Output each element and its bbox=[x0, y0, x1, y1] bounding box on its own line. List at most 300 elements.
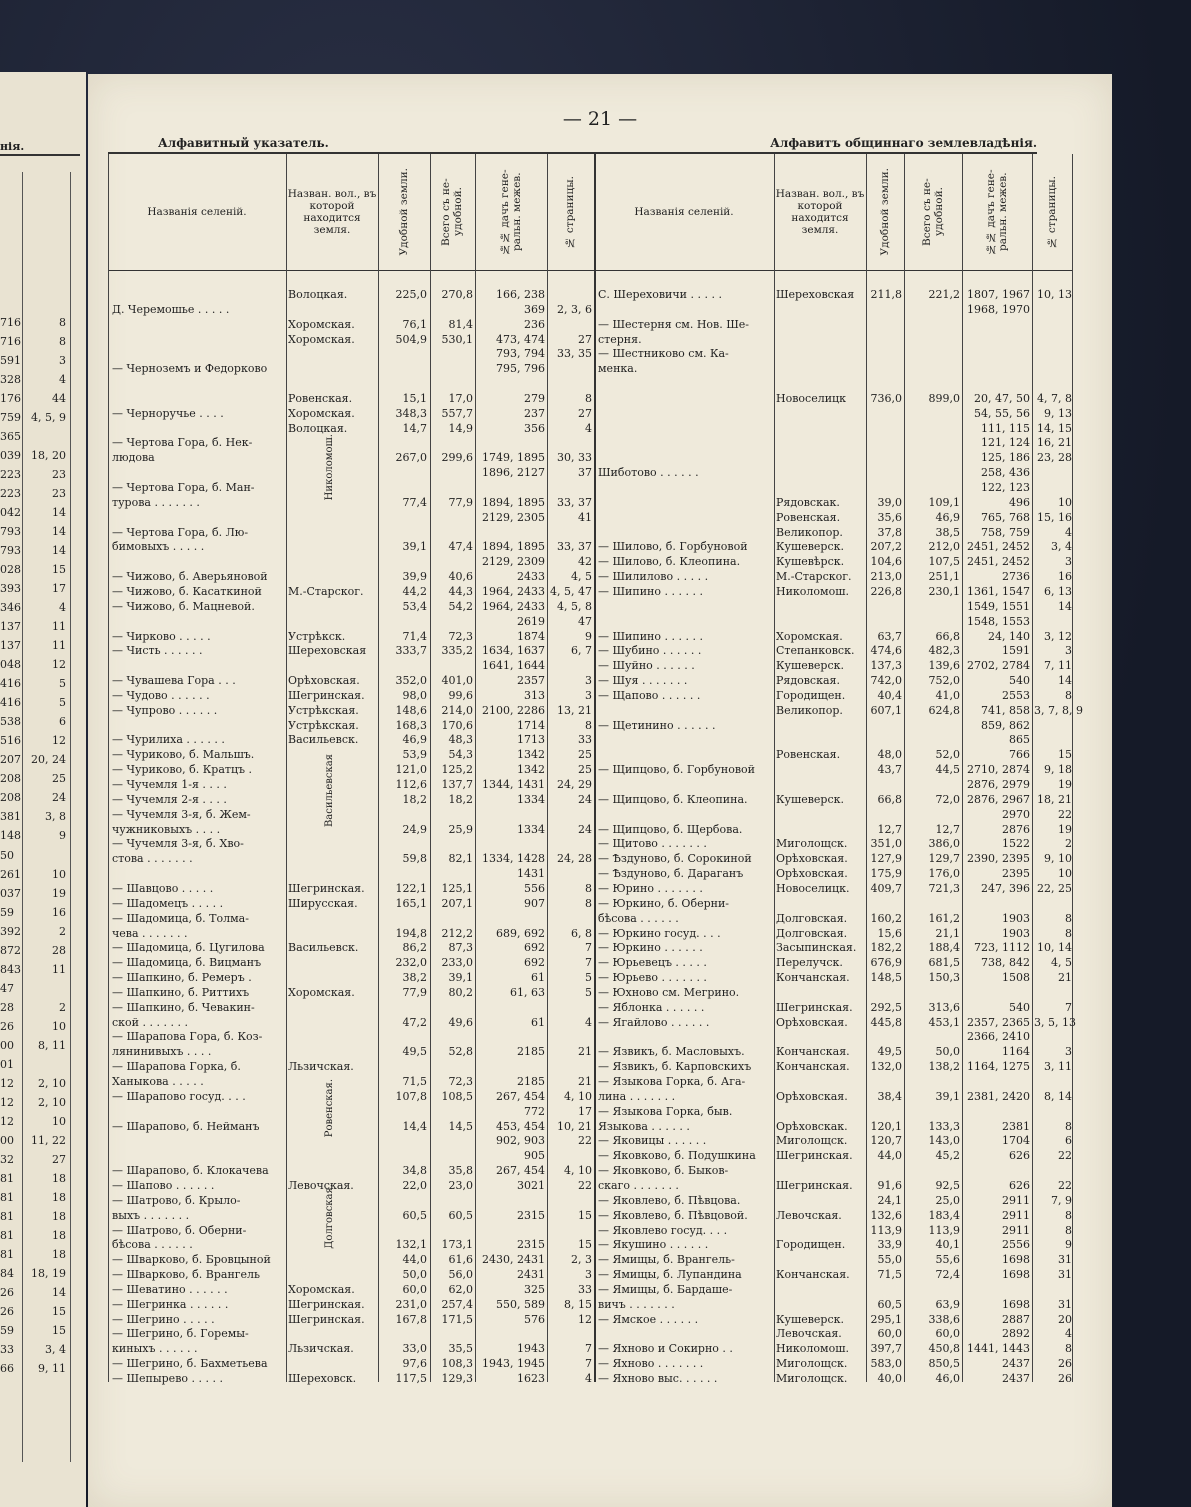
cell-dachas: 2736 bbox=[1002, 570, 1030, 584]
cell-name: — Яковлево госуд. . . . bbox=[598, 1223, 728, 1237]
cell-total: 233,0 bbox=[441, 956, 473, 970]
cell-pages: 10, 13 bbox=[1037, 288, 1072, 301]
cell-pages: 4 bbox=[1065, 525, 1072, 539]
cell-pages: 22 bbox=[578, 1134, 592, 1148]
cell-good: 607,1 bbox=[870, 703, 902, 717]
cell-total: 61,6 bbox=[448, 1253, 473, 1267]
cell-pages: 3, 5, 13 bbox=[1034, 1015, 1076, 1029]
left-page-number-a: 223 bbox=[0, 468, 21, 482]
left-page-number-b: 25 bbox=[52, 772, 66, 786]
cell-dachas: 2876, 2967 bbox=[967, 792, 1030, 806]
cell-name: — Якушино . . . . . . bbox=[598, 1238, 709, 1252]
cell-good: 91,6 bbox=[877, 1178, 902, 1192]
cell-name: — Чурилиха . . . . . . bbox=[112, 733, 225, 747]
left-page-column-line bbox=[70, 172, 71, 1462]
cell-dachas: 1522 bbox=[1002, 837, 1030, 851]
cell-good: 53,4 bbox=[402, 599, 427, 613]
cell-good: 132,0 bbox=[870, 1060, 902, 1074]
cell-total: 72,3 bbox=[448, 629, 473, 643]
cell-name: — Языкова Горка, б. Ага- bbox=[598, 1075, 746, 1088]
cell-dachas: 2553 bbox=[1002, 688, 1030, 702]
cell-name: — Чувашева Гора . . . bbox=[112, 674, 236, 688]
cell-total: 41,0 bbox=[935, 688, 960, 702]
cell-volost: Миголощск. bbox=[776, 1357, 848, 1371]
left-page-number-b: 19 bbox=[52, 886, 66, 900]
cell-dachas: 556 bbox=[524, 881, 545, 895]
side-label-nikolomosh: Николомош. bbox=[324, 434, 335, 501]
left-page-number-a: 32 bbox=[0, 1152, 14, 1166]
cell-volost: Кушеверск. bbox=[776, 540, 844, 554]
cell-name: чева . . . . . . . bbox=[112, 926, 188, 940]
left-page-number-b: 14 bbox=[52, 506, 66, 520]
running-head-left: Алфавитный указатель. bbox=[158, 136, 329, 150]
cell-pages: 7, 9 bbox=[1051, 1193, 1072, 1207]
cell-good: 113,9 bbox=[870, 1223, 902, 1237]
cell-total: 257,4 bbox=[441, 1297, 473, 1311]
cell-name: — Щипцово, б. Горбуновой bbox=[598, 763, 755, 777]
cell-pages: 31 bbox=[1058, 1253, 1072, 1267]
cell-total: 18,2 bbox=[448, 792, 473, 806]
left-page-number-a: 223 bbox=[0, 487, 21, 501]
cell-good: 46,9 bbox=[402, 733, 427, 747]
cell-pages: 37 bbox=[578, 466, 592, 480]
left-page-number-a: 00 bbox=[0, 1133, 14, 1147]
left-page-number-a: 26 bbox=[0, 1304, 14, 1318]
cell-dachas: 121, 124 bbox=[981, 436, 1030, 450]
cell-dachas: 1903 bbox=[1002, 911, 1030, 925]
cell-good: 15,6 bbox=[877, 926, 902, 940]
cell-dachas: 2876, 2979 bbox=[967, 778, 1030, 792]
cell-dachas: 576 bbox=[524, 1312, 545, 1326]
cell-dachas: 2892 bbox=[1002, 1327, 1030, 1341]
cell-total: 530,1 bbox=[441, 332, 473, 346]
left-page-number-b: 24 bbox=[52, 791, 66, 805]
cell-volost: Васильевск. bbox=[288, 733, 359, 747]
cell-good: 213,0 bbox=[870, 570, 902, 584]
cell-pages: 6, 8 bbox=[571, 926, 592, 940]
cell-name: чужниковыхъ . . . . bbox=[112, 822, 221, 836]
left-page-number-a: 516 bbox=[0, 734, 21, 748]
cell-dachas: 2357 bbox=[517, 674, 545, 688]
cell-good: 24,1 bbox=[877, 1193, 902, 1207]
cell-total: 66,8 bbox=[935, 629, 960, 643]
cell-volost: М.-Старског. bbox=[288, 584, 364, 598]
cell-total: 108,5 bbox=[441, 1089, 473, 1103]
cell-pages: 3 bbox=[585, 674, 592, 688]
cell-pages: 8 bbox=[1065, 926, 1072, 940]
cell-pages: 22 bbox=[1058, 807, 1072, 821]
cell-name: — Щипцово, б. Щербова. bbox=[598, 822, 743, 836]
left-page-number-a: 66 bbox=[0, 1362, 14, 1375]
cell-dachas: 772 bbox=[524, 1104, 545, 1118]
cell-volost: Хоромская. bbox=[288, 985, 355, 999]
cell-good: 676,9 bbox=[870, 956, 902, 970]
cell-dachas: 692 bbox=[524, 941, 545, 955]
cell-name: Ханыкова . . . . . bbox=[112, 1075, 204, 1088]
cell-total: 54,3 bbox=[448, 748, 473, 762]
left-page-number-a: 26 bbox=[0, 1019, 14, 1033]
cell-name: вичъ . . . . . . . bbox=[598, 1297, 675, 1311]
cell-total: 401,0 bbox=[441, 674, 473, 688]
cell-name: — Щипцово, б. Клеопина. bbox=[598, 792, 748, 806]
cell-name: — Яковлево, б. Пѣвцовой. bbox=[598, 1208, 748, 1222]
left-page-number-b: 18 bbox=[52, 1228, 66, 1242]
left-page-number-a: 208 bbox=[0, 772, 21, 786]
cell-good: 232,0 bbox=[395, 956, 427, 970]
cell-good: 50,0 bbox=[402, 1268, 427, 1282]
cell-pages: 21 bbox=[1058, 971, 1072, 985]
cell-total: 92,5 bbox=[935, 1178, 960, 1192]
cell-total: 150,3 bbox=[928, 971, 960, 985]
cell-pages: 10 bbox=[1058, 867, 1072, 881]
cell-total: 450,8 bbox=[928, 1342, 960, 1356]
side-label-vasilevskaya: Васильевская bbox=[324, 754, 335, 828]
cell-total: 188,4 bbox=[928, 941, 960, 955]
cell-dachas: 369 bbox=[524, 302, 545, 316]
cell-name: — Шеватино . . . . . . bbox=[112, 1282, 228, 1296]
cell-volost: Долговская. bbox=[776, 926, 848, 940]
cell-dachas: 2381, 2420 bbox=[967, 1089, 1030, 1103]
left-page-number-a: 872 bbox=[0, 943, 21, 957]
cell-pages: 16 bbox=[1058, 570, 1072, 584]
cell-name: Д. Черемошье . . . . . bbox=[112, 302, 230, 316]
cell-volost: Орѣховская. bbox=[776, 852, 848, 866]
cell-name: — Шепырево . . . . . bbox=[112, 1372, 223, 1385]
cell-pages: 4 bbox=[585, 1015, 592, 1029]
cell-pages: 3 bbox=[1065, 1045, 1072, 1059]
cell-pages: 14 bbox=[1058, 674, 1072, 688]
cell-pages: 9 bbox=[1065, 1238, 1072, 1252]
left-page-number-b: 12 bbox=[52, 658, 66, 672]
header-dachas-left bbox=[475, 154, 547, 271]
left-page-number-a: 759 bbox=[0, 411, 21, 425]
left-page-number-a: 365 bbox=[0, 430, 21, 444]
cell-dachas: 1894, 1895 bbox=[482, 495, 545, 509]
cell-volost: Устрѣкская. bbox=[288, 703, 359, 717]
cell-dachas: 1964, 2433 bbox=[482, 599, 545, 613]
column-rule bbox=[378, 154, 379, 1382]
left-page-number-b: 6 bbox=[59, 715, 66, 729]
cell-good: 22,0 bbox=[402, 1178, 427, 1192]
cell-name: — Шилово, б. Горбуновой bbox=[598, 540, 748, 554]
left-page-number-b: 4 bbox=[59, 601, 66, 615]
cell-good: 77,9 bbox=[402, 985, 427, 999]
cell-good: 55,0 bbox=[877, 1253, 902, 1267]
cell-good: 47,2 bbox=[402, 1015, 427, 1029]
left-page-number-b: 15 bbox=[52, 1323, 66, 1337]
cell-pages: 33, 37 bbox=[557, 495, 592, 509]
cell-total: 45,2 bbox=[935, 1149, 960, 1163]
cell-total: 161,2 bbox=[928, 911, 960, 925]
cell-total: 48,3 bbox=[448, 733, 473, 747]
cell-dachas: 279 bbox=[524, 391, 545, 405]
left-page-number-a: 037 bbox=[0, 886, 21, 900]
cell-dachas: 859, 862 bbox=[981, 718, 1030, 732]
cell-pages: 3 bbox=[1065, 555, 1072, 569]
cell-volost: Левочская. bbox=[288, 1178, 354, 1192]
cell-total: 557,7 bbox=[441, 406, 473, 420]
cell-total: 62,0 bbox=[448, 1282, 473, 1296]
cell-total: 230,1 bbox=[928, 584, 960, 598]
cell-dachas: 793, 794 bbox=[496, 347, 545, 361]
cell-good: 352,0 bbox=[395, 674, 427, 688]
header-total-left bbox=[430, 154, 475, 271]
cell-pages: 47 bbox=[578, 614, 592, 628]
cell-total: 170,6 bbox=[441, 718, 473, 732]
cell-volost: Степанковск. bbox=[776, 644, 855, 658]
cell-good: 35,6 bbox=[877, 510, 902, 524]
cell-dachas: 2315 bbox=[517, 1208, 545, 1222]
cell-name: — Черноземъ и Федорково bbox=[112, 362, 268, 376]
cell-total: 39,1 bbox=[935, 1089, 960, 1103]
cell-dachas: 540 bbox=[1009, 1000, 1030, 1014]
cell-total: 133,3 bbox=[928, 1119, 960, 1133]
cell-name: — Чертова Гора, б. Нек- bbox=[112, 436, 253, 450]
cell-good: 104,6 bbox=[870, 555, 902, 569]
cell-volost: Льзичская. bbox=[288, 1060, 354, 1074]
header-volost-right: Назван. вол., въ которой находится земля. bbox=[774, 154, 866, 271]
cell-good: 583,0 bbox=[870, 1357, 902, 1371]
cell-pages: 8, 14 bbox=[1044, 1089, 1072, 1103]
cell-volost: Николомош. bbox=[776, 1342, 849, 1356]
cell-dachas: 1342 bbox=[517, 763, 545, 777]
cell-pages: 12 bbox=[578, 1312, 592, 1326]
header-dachas-left-text: №№ дачъ гене-ральн. межев. bbox=[498, 169, 523, 255]
cell-dachas: 125, 186 bbox=[981, 451, 1030, 465]
cell-total: 49,6 bbox=[448, 1015, 473, 1029]
cell-pages: 8 bbox=[585, 881, 592, 895]
cell-good: 132,1 bbox=[395, 1238, 427, 1252]
column-rule bbox=[1032, 154, 1033, 1382]
cell-dachas: 61 bbox=[531, 971, 545, 985]
cell-pages: 26 bbox=[1058, 1357, 1072, 1371]
cell-dachas: 550, 589 bbox=[496, 1297, 545, 1311]
cell-name: — Юркино госуд. . . . bbox=[598, 926, 721, 940]
cell-name: — Шапово . . . . . . bbox=[112, 1178, 215, 1192]
cell-volost: Миголощск. bbox=[776, 1134, 848, 1148]
cell-dachas: 247, 396 bbox=[981, 881, 1030, 895]
cell-total: 63,9 bbox=[935, 1297, 960, 1311]
cell-dachas: 3021 bbox=[517, 1178, 545, 1192]
cell-volost: Кушеверск. bbox=[776, 659, 844, 673]
cell-pages: 21 bbox=[578, 1045, 592, 1059]
cell-dachas: 902, 903 bbox=[496, 1134, 545, 1148]
cell-dachas: 1342 bbox=[517, 748, 545, 762]
cell-name: — Чижово, б. Аверьяновой bbox=[112, 570, 268, 584]
cell-pages: 10, 14 bbox=[1037, 941, 1072, 955]
left-page-number-a: 261 bbox=[0, 867, 21, 881]
left-page-number-b: 3, 4 bbox=[45, 1342, 66, 1356]
cell-volost: Льзичская. bbox=[288, 1342, 354, 1356]
cell-name: турова . . . . . . . bbox=[112, 495, 200, 509]
left-page-number-a: 039 bbox=[0, 449, 21, 463]
cell-total: 23,0 bbox=[448, 1178, 473, 1192]
cell-dachas: 1508 bbox=[1002, 971, 1030, 985]
cell-pages: 25 bbox=[578, 748, 592, 762]
cell-pages: 4 bbox=[1065, 1327, 1072, 1341]
cell-dachas: 1361, 1547 bbox=[967, 584, 1030, 598]
cell-good: 160,2 bbox=[870, 911, 902, 925]
cell-pages: 10, 21 bbox=[557, 1119, 592, 1133]
cell-total: 139,6 bbox=[928, 659, 960, 673]
cell-name: Шиботово . . . . . . bbox=[598, 466, 699, 480]
cell-pages: 30, 33 bbox=[557, 451, 592, 465]
cell-pages: 8, 15 bbox=[564, 1297, 592, 1311]
cell-total: 87,3 bbox=[448, 941, 473, 955]
left-page-column-line bbox=[22, 172, 23, 1462]
cell-pages: 2 bbox=[1065, 837, 1072, 851]
cell-volost: Шегринская. bbox=[288, 881, 365, 895]
cell-good: 43,7 bbox=[877, 763, 902, 777]
cell-total: 681,5 bbox=[928, 956, 960, 970]
cell-total: 108,3 bbox=[441, 1357, 473, 1371]
cell-total: 17,0 bbox=[448, 391, 473, 405]
left-page-number-a: 81 bbox=[0, 1209, 14, 1223]
header-good-left bbox=[378, 154, 430, 271]
cell-pages: 9, 13 bbox=[1044, 406, 1072, 420]
cell-pages: 4, 10 bbox=[564, 1164, 592, 1178]
header-volost-left: Назван. вол., въ которой находится земля. bbox=[286, 154, 378, 271]
cell-total: 40,6 bbox=[448, 570, 473, 584]
cell-dachas: 2390, 2395 bbox=[967, 852, 1030, 866]
left-page-fragment bbox=[0, 72, 86, 1507]
cell-pages: 24, 29 bbox=[557, 778, 592, 792]
cell-dachas: 2876 bbox=[1002, 822, 1030, 836]
header-dachas-right bbox=[962, 154, 1032, 271]
cell-name: — Яхново выс. . . . . . bbox=[598, 1372, 718, 1385]
cell-total: 25,0 bbox=[935, 1193, 960, 1207]
cell-volost: М.-Старског. bbox=[776, 570, 852, 584]
cell-total: 60,5 bbox=[448, 1208, 473, 1222]
cell-good: 33,9 bbox=[877, 1238, 902, 1252]
cell-good: 127,9 bbox=[870, 852, 902, 866]
cell-good: 60,0 bbox=[877, 1327, 902, 1341]
cell-pages: 8 bbox=[585, 896, 592, 910]
cell-name: — Яхново и Сокирно . . bbox=[598, 1342, 733, 1356]
cell-total: 338,6 bbox=[928, 1312, 960, 1326]
left-page-number-b: 10 bbox=[52, 1019, 66, 1033]
left-page-number-a: 81 bbox=[0, 1228, 14, 1242]
cell-dachas: 1549, 1551 bbox=[967, 599, 1030, 613]
cell-dachas: 2129, 2305 bbox=[482, 510, 545, 524]
cell-total: 299,6 bbox=[441, 451, 473, 465]
cell-dachas: 2911 bbox=[1002, 1208, 1030, 1222]
cell-good: 60,0 bbox=[402, 1282, 427, 1296]
cell-name: бѣсова . . . . . . bbox=[598, 911, 679, 925]
left-page-number-a: 843 bbox=[0, 962, 21, 976]
cell-name: скаго . . . . . . . bbox=[598, 1178, 679, 1192]
left-page-number-a: 381 bbox=[0, 810, 21, 824]
cell-pages: 8 bbox=[1065, 688, 1072, 702]
cell-dachas: 2911 bbox=[1002, 1193, 1030, 1207]
left-page-number-b: 15 bbox=[52, 563, 66, 577]
left-page-number-a: 716 bbox=[0, 335, 21, 349]
cell-pages: 21 bbox=[578, 1075, 592, 1088]
left-page-number-b: 18 bbox=[52, 1209, 66, 1223]
column-rule bbox=[904, 154, 905, 1382]
cell-volost: Устрѣкская. bbox=[288, 718, 359, 732]
cell-total: 113,9 bbox=[928, 1223, 960, 1237]
cell-pages: 9, 18 bbox=[1044, 763, 1072, 777]
left-page-number-b: 18 bbox=[52, 1171, 66, 1185]
cell-good: 24,9 bbox=[402, 822, 427, 836]
cell-dachas: 689, 692 bbox=[496, 926, 545, 940]
cell-total: 899,0 bbox=[928, 391, 960, 405]
cell-pages: 18, 21 bbox=[1037, 792, 1072, 806]
cell-volost: Городищен. bbox=[776, 1238, 846, 1252]
cell-name: — Шуя . . . . . . . bbox=[598, 674, 688, 688]
cell-name: — Шегрино . . . . . bbox=[112, 1312, 215, 1326]
cell-name: — Ямищы, б. Лупандина bbox=[598, 1268, 742, 1282]
left-page-number-b: 14 bbox=[52, 1285, 66, 1299]
cell-dachas: 2185 bbox=[517, 1075, 545, 1088]
cell-volost: Устрѣкск. bbox=[288, 629, 346, 643]
cell-dachas: 738, 842 bbox=[981, 956, 1030, 970]
cell-volost: Волоцкая. bbox=[288, 421, 348, 435]
left-page-number-b: 10 bbox=[52, 867, 66, 881]
cell-dachas: 2887 bbox=[1002, 1312, 1030, 1326]
cell-name: — Ямищы, б. Врангель- bbox=[598, 1253, 735, 1267]
cell-volost: Миголощск. bbox=[776, 1372, 848, 1385]
cell-total: 52,8 bbox=[448, 1045, 473, 1059]
document-page bbox=[88, 74, 1112, 1507]
cell-pages: 17 bbox=[578, 1104, 592, 1118]
left-page-number-b: 11 bbox=[52, 639, 66, 653]
cell-good: 14,7 bbox=[402, 421, 427, 435]
cell-pages: 41 bbox=[578, 510, 592, 524]
cell-name: стерня. bbox=[598, 332, 642, 346]
cell-good: 18,2 bbox=[402, 792, 427, 806]
cell-volost: Кончанская. bbox=[776, 971, 850, 985]
left-page-number-b: 18, 20 bbox=[31, 449, 66, 463]
cell-total: 72,0 bbox=[935, 792, 960, 806]
cell-name: — Шатрово, б. Оберни- bbox=[112, 1223, 247, 1237]
cell-good: 409,7 bbox=[870, 881, 902, 895]
cell-dachas: 61, 63 bbox=[510, 985, 545, 999]
cell-name: — Чертова Гора, б. Ман- bbox=[112, 481, 255, 495]
cell-total: 171,5 bbox=[441, 1312, 473, 1326]
cell-pages: 3 bbox=[585, 1268, 592, 1282]
cell-total: 14,5 bbox=[448, 1119, 473, 1133]
left-page-number-a: 26 bbox=[0, 1285, 14, 1299]
cell-name: — Шестерня см. Нов. Ше- bbox=[598, 317, 750, 331]
cell-volost: Ровенская. bbox=[776, 748, 841, 762]
cell-pages: 5 bbox=[585, 971, 592, 985]
cell-pages: 26 bbox=[1058, 1372, 1072, 1385]
left-page-number-b: 8 bbox=[59, 335, 66, 349]
left-page-number-b: 18 bbox=[52, 1190, 66, 1204]
cell-dachas: 1903 bbox=[1002, 926, 1030, 940]
cell-pages: 4, 5, 8 bbox=[557, 599, 592, 613]
cell-name: — Яковково, б. Подушкина bbox=[598, 1149, 756, 1163]
cell-total: 50,0 bbox=[935, 1045, 960, 1059]
cell-good: 742,0 bbox=[870, 674, 902, 688]
cell-volost: Орѣховская. bbox=[288, 674, 360, 688]
cell-total: 125,1 bbox=[441, 881, 473, 895]
header-total-right bbox=[904, 154, 962, 271]
cell-pages: 15 bbox=[578, 1208, 592, 1222]
cell-dachas: 723, 1112 bbox=[974, 941, 1030, 955]
column-rule bbox=[430, 154, 431, 1382]
left-page-number-b: 27 bbox=[52, 1152, 66, 1166]
cell-dachas: 1749, 1895 bbox=[482, 451, 545, 465]
cell-dachas: 61 bbox=[531, 1015, 545, 1029]
header-pages-left bbox=[547, 154, 594, 271]
cell-volost: Орѣховская. bbox=[776, 867, 848, 881]
left-page-number-b: 18 bbox=[52, 1247, 66, 1261]
cell-total: 313,6 bbox=[928, 1000, 960, 1014]
cell-volost: Волоцкая. bbox=[288, 288, 348, 301]
